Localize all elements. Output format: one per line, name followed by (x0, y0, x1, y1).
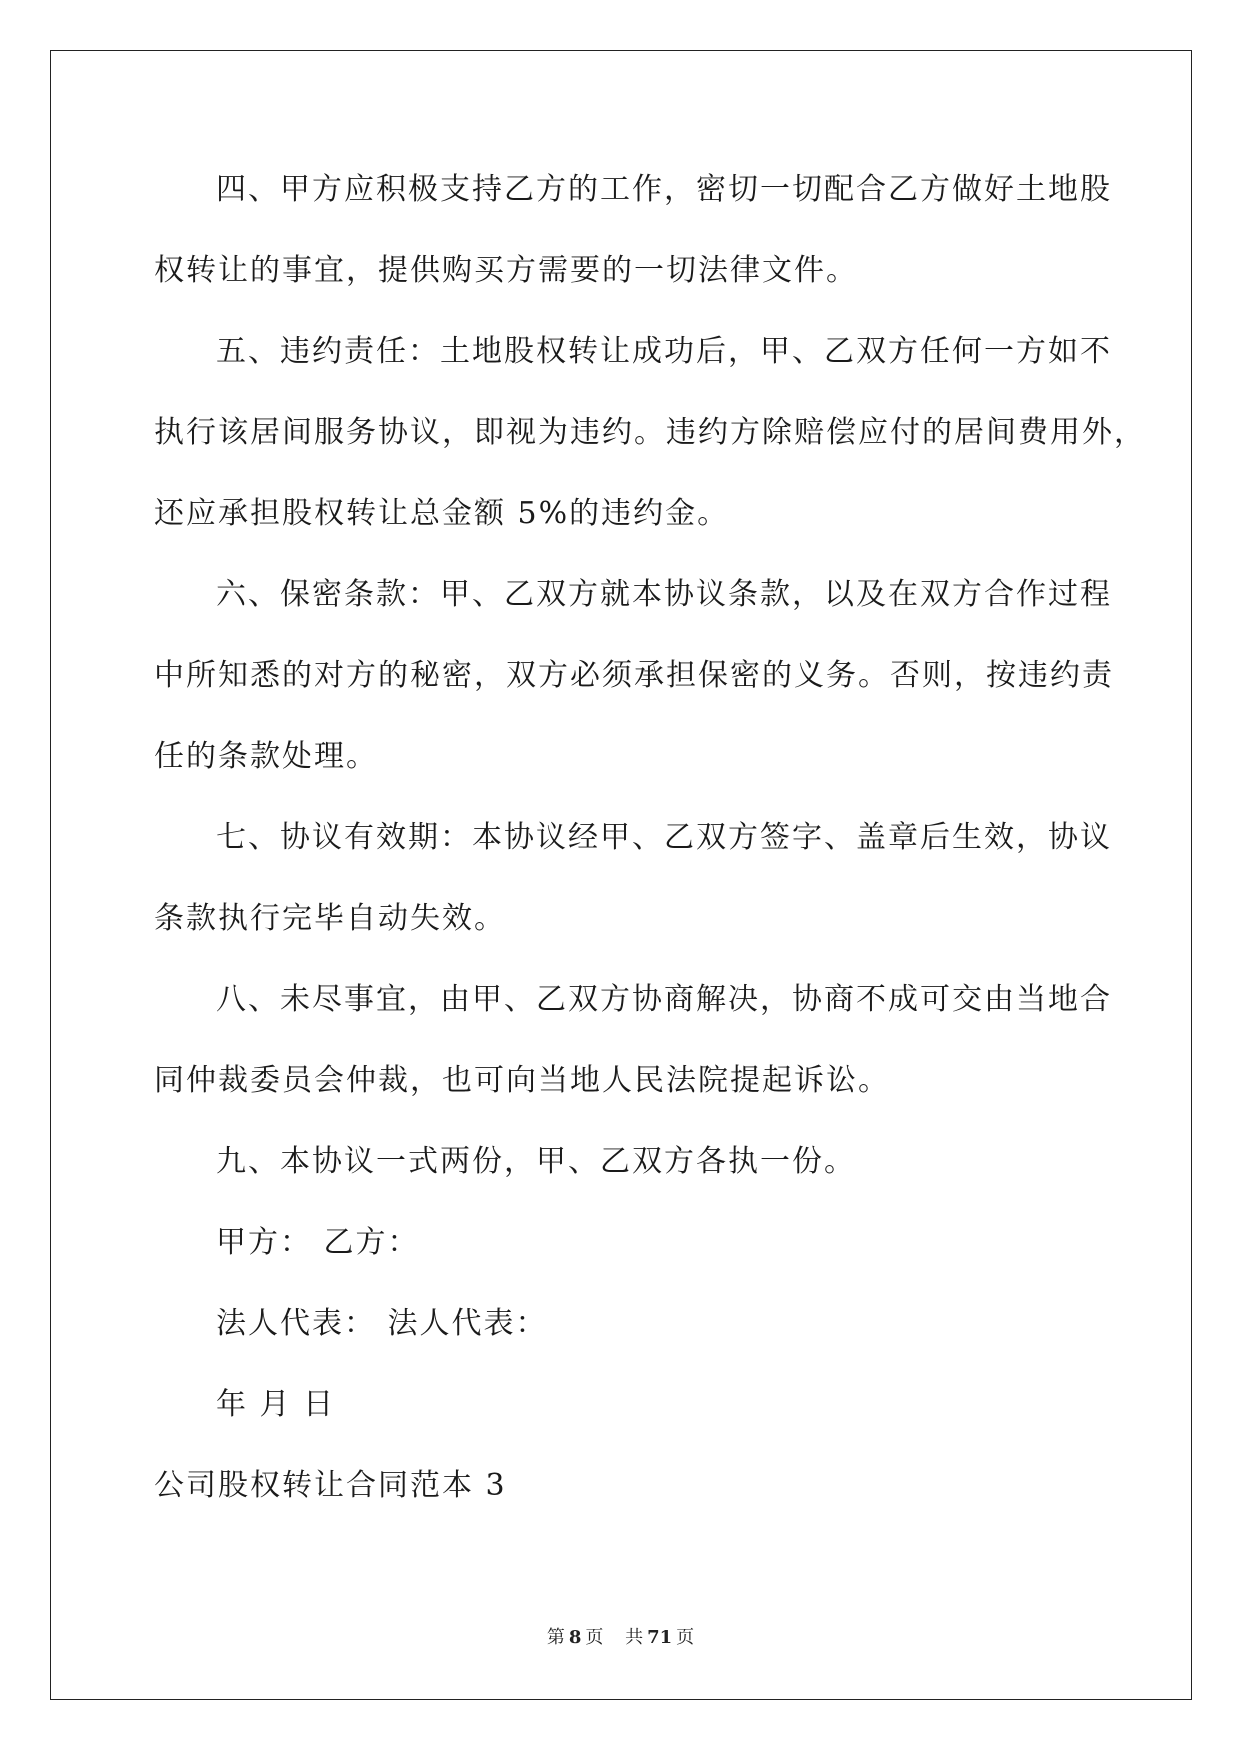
text-line: 九、本协议一式两份，甲、乙双方各执一份。 (216, 1144, 856, 1179)
text-line: 条款执行完毕自动失效。 (154, 901, 506, 936)
text-line: 八、未尽事宜，由甲、乙双方协商解决，协商不成可交由当地合 (216, 982, 1112, 1017)
text-line: 四、甲方应积极支持乙方的工作，密切一切配合乙方做好土地股 (216, 172, 1112, 207)
text-line: 还应承担股权转让总金额 5%的违约金。 (154, 496, 730, 531)
page-border (50, 50, 1192, 1700)
page-indicator: 第 8 页 (546, 1627, 604, 1648)
page-footer (0, 1626, 1241, 1650)
text-line: 中所知悉的对方的秘密，双方必须承担保密的义务。否则，按违约责 (154, 658, 1114, 693)
page-number: 8 (568, 1627, 582, 1648)
section-heading: 公司股权转让合同范本 3 (154, 1468, 507, 1503)
total-pages: 71 (647, 1627, 673, 1648)
text-line: 执行该居间服务协议，即视为违约。违约方除赔偿应付的居间费用外， (154, 415, 1146, 450)
signature-date-line: 年 月 日 (216, 1387, 336, 1422)
text-line: 权转让的事宜，提供购买方需要的一切法律文件。 (154, 253, 858, 288)
text-line: 六、保密条款：甲、乙双方就本协议条款，以及在双方合作过程 (216, 577, 1112, 612)
text-line: 同仲裁委员会仲裁，也可向当地人民法院提起诉讼。 (154, 1063, 890, 1098)
total-pages-indicator: 共 71 页 (625, 1627, 695, 1648)
signature-representative-line: 法人代表： 法人代表： (216, 1306, 548, 1341)
text-line: 七、协议有效期：本协议经甲、乙双方签字、盖章后生效，协议 (216, 820, 1112, 855)
text-line: 五、违约责任：土地股权转让成功后，甲、乙双方任何一方如不 (216, 334, 1112, 369)
text-line: 任的条款处理。 (154, 739, 378, 774)
signature-party-line: 甲方： 乙方： (216, 1225, 420, 1260)
